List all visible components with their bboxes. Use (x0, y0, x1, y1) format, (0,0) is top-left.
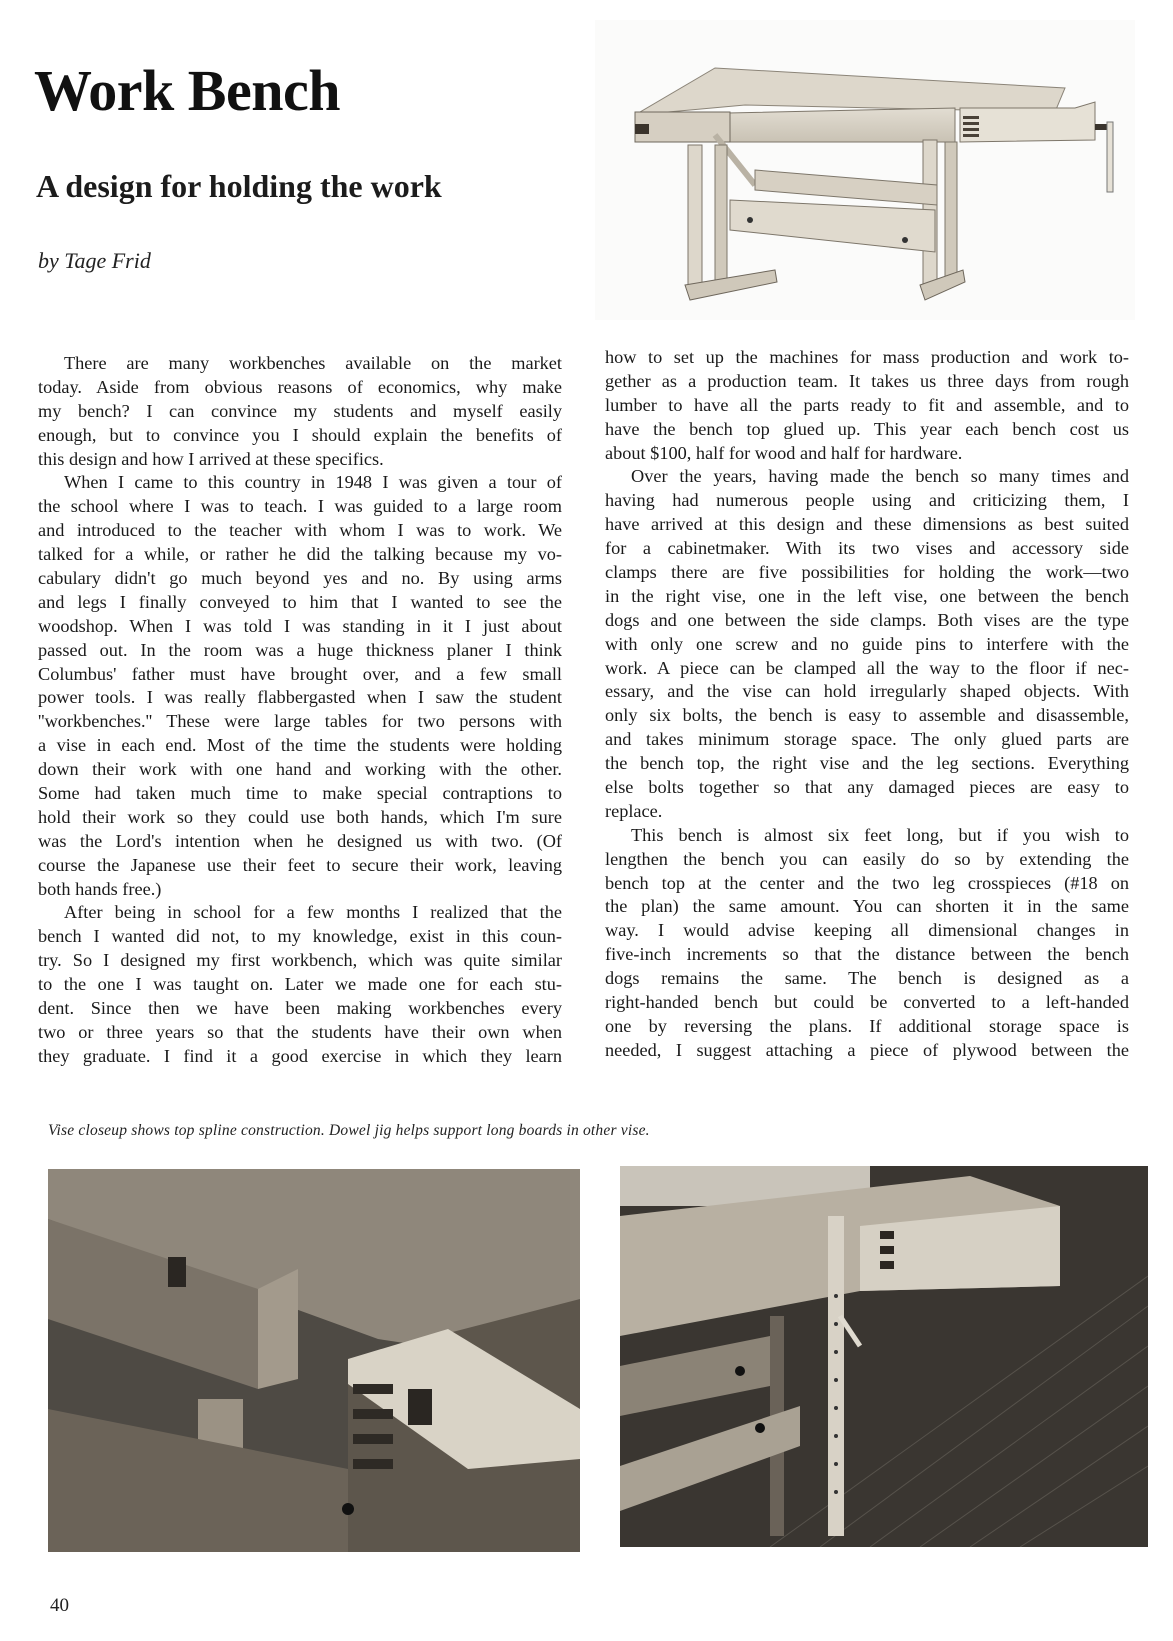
text-line: Over the years, having made the bench so many times and (631, 466, 1129, 487)
text-line: replace. (605, 800, 663, 821)
text-line: with only one screw and no guide pins to interfere with the (605, 633, 1129, 654)
text-line: in the right vise, one in the left vise, one between the bench (605, 585, 1129, 606)
text-line: and takes minimum storage space. The only glued parts are (605, 729, 1129, 750)
text-line: way. I would advise keeping all dimensional changes in (605, 920, 1129, 941)
text-line: There are many workbenches available on the market (64, 353, 562, 373)
text-line: about $100, half for wood and half for hardware. (605, 442, 963, 463)
text-line: five-inch increments so that the distance between the bench (605, 944, 1129, 965)
text-line: dogs remains the same. The bench is designed as a (605, 968, 1129, 989)
text-line: After being in school for a few months I realized that the (64, 902, 562, 923)
dowel-jig-photo (620, 1166, 1148, 1547)
leg (688, 145, 702, 290)
text-line: my bench? I can convince my students and myself easily (38, 400, 562, 421)
byline: by Tage Frid (38, 248, 151, 273)
text-line: else bolts together so that any damaged pieces are easy to (605, 777, 1129, 798)
text-line: When I came to this country in 1948 I was given a tour of (64, 472, 562, 493)
text-line: a vise in each end. Most of the time the students were holding (38, 735, 562, 756)
dowel-jig (828, 1216, 844, 1536)
text-line: was the Lord's intention when he designed us with two. (Of (38, 830, 562, 851)
text-line: the bench top, the right vise and the leg sections. Everything (605, 753, 1129, 774)
text-line: This bench is almost six feet long, but if you wish to (631, 824, 1129, 845)
bench-dog (408, 1389, 432, 1425)
workbench-photo (595, 20, 1135, 320)
text-line: power tools. I was really flabbergasted when I saw the student (38, 687, 562, 708)
text-line: this design and how I arrived at these specifics. (38, 448, 384, 469)
text-line: ''workbenches.'' These were large tables for two persons with (38, 711, 562, 732)
text-line: clamps there are five possibilities for holding the work—two (605, 562, 1129, 583)
text-line: how to set up the machines for mass production and work to- (605, 347, 1129, 367)
stretcher (730, 200, 935, 252)
page-number: 40 (50, 1595, 69, 1616)
text-line: the school where I was to teach. I was guided to a large room (38, 496, 562, 517)
article-title: Work Bench (34, 58, 340, 123)
right-vise (960, 102, 1095, 142)
text-line: essary, and the vise can hold irregularly shaped objects. With (605, 681, 1129, 702)
text-line: today. Aside from obvious reasons of economics, why make (38, 376, 562, 397)
text-line: have arrived at this design and these dimensions as best suited (605, 514, 1129, 535)
text-line: gether as a production team. It takes us three days from rough (605, 370, 1129, 391)
text-line: having had numerous people using and criticizing them, I (605, 490, 1129, 511)
vise-handle (1107, 122, 1113, 192)
bench-dog (168, 1257, 186, 1287)
text-line: dogs and one between the side clamps. Both vises are the type (605, 609, 1129, 630)
workbench-illustration (595, 20, 1135, 320)
text-line: woodshop. When I was told I was standing in it I just about (38, 615, 562, 636)
text-line: right-handed bench but could be converted to a left-handed (605, 992, 1129, 1013)
text-line: and legs I finally conveyed to him that I wanted to see the (38, 591, 562, 612)
text-line: try. So I designed my first workbench, which was quite similar (38, 950, 562, 971)
text-line: one by reversing the plans. If additional storage space is (605, 1015, 1129, 1036)
right-column (605, 346, 1129, 1063)
vise-closeup-photo (48, 1169, 580, 1552)
text-line: lumber to have all the parts ready to fit and assemble, and to (605, 394, 1129, 415)
text-line: passed out. In the room was a huge thickness planer I think (38, 639, 562, 660)
text-line: two or three years so that the students have their own when (38, 1021, 562, 1042)
text-line: for a cabinetmaker. With its two vises and accessory side (605, 538, 1129, 559)
text-line: the plan) the same amount. You can shorten it in the same (605, 896, 1129, 917)
text-line: enough, but to convince you I should explain the benefits of (38, 424, 562, 445)
text-line: course the Japanese use their feet to secure their work, leaving (38, 854, 562, 875)
text-line: have the bench top glued up. This year each bench cost us (605, 418, 1129, 439)
article-subtitle: A design for holding the work (36, 168, 442, 204)
text-line: Columbus' father must have brought over, and a few small (38, 663, 562, 684)
text-line: hold their work so they could use both hands, which I'm sure (38, 806, 562, 827)
text-line: lengthen the bench you can easily do so by extending the (605, 848, 1129, 869)
text-line: down their work with one hand and working with the other. (38, 759, 562, 780)
text-line: dent. Since then we have been making workbenches every (38, 998, 562, 1019)
text-line: needed, I suggest attaching a piece of plywood between the (605, 1039, 1129, 1060)
left-column (38, 352, 562, 1069)
text-line: to the one I was taught on. Later we made one for each stu- (38, 974, 562, 995)
text-line: cabulary didn't go much beyond yes and no. By using arms (38, 568, 562, 589)
text-line: bench top at the center and the two leg crosspieces (#18 on (605, 872, 1129, 893)
text-line: and introduced to the teacher with whom I was to work. We (38, 520, 562, 541)
text-line: work. A piece can be clamped all the way to the floor if nec- (605, 657, 1129, 678)
text-line: only six bolts, the bench is easy to assemble and disassemble, (605, 705, 1129, 726)
text-line: bench I wanted did not, to my knowledge, exist in this coun- (38, 926, 562, 947)
text-line: they graduate. I find it a good exercise in which they learn (38, 1045, 562, 1066)
text-line: both hands free.) (38, 878, 162, 899)
text-line: talked for a while, or rather he did the talking because my vo- (38, 544, 562, 565)
photo-caption: Vise closeup shows top spline construction. Dowel jig helps support long boards in other vise. (48, 1122, 650, 1139)
text-line: Some had taken much time to make special contraptions to (38, 783, 562, 804)
